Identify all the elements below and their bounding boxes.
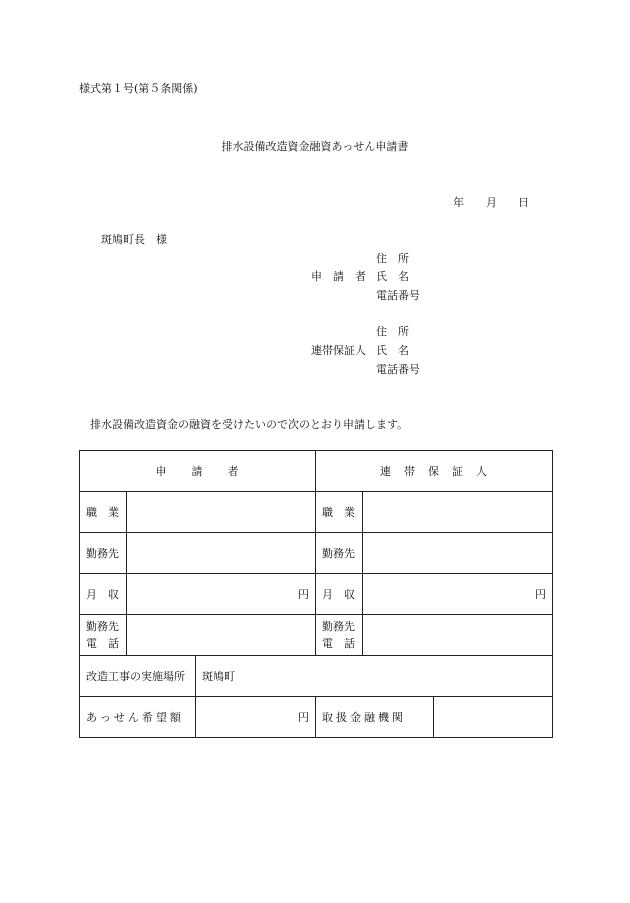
guarantor-workplace-phone-field[interactable] — [363, 615, 553, 656]
table-row — [80, 656, 553, 697]
applicant-income-field[interactable]: 円 — [127, 574, 316, 615]
guarantor-name-label: 氏 名 — [376, 344, 409, 357]
document-title: 排水設備改造資金融資あっせん申請書 — [221, 140, 409, 153]
applicant-phone-label: 電話番号 — [376, 289, 420, 302]
date-day-label: 日 — [518, 196, 529, 209]
guarantor-income-label: 月 収 — [316, 574, 363, 615]
guarantor-occupation-label: 職 業 — [316, 492, 363, 533]
table-row — [80, 615, 553, 656]
form-number: 様式第１号(第５条関係) — [79, 82, 198, 95]
applicant-header: 申 請 者 — [80, 451, 316, 492]
applicant-workplace-field[interactable] — [127, 533, 316, 574]
applicant-name-label: 氏 名 — [376, 270, 409, 283]
table-row — [80, 697, 553, 738]
guarantor-address-label: 住 所 — [376, 325, 409, 338]
applicant-role-label: 申 請 者 — [311, 270, 366, 283]
guarantor-income-field[interactable]: 円 — [363, 574, 553, 615]
applicant-occupation-label: 職 業 — [80, 492, 127, 533]
applicant-income-label: 月 収 — [80, 574, 127, 615]
site-field[interactable]: 斑鳩町 — [196, 656, 553, 697]
institution-field[interactable] — [434, 697, 553, 738]
desired-amount-field[interactable]: 円 — [196, 697, 316, 738]
applicant-occupation-field[interactable] — [127, 492, 316, 533]
date-month-label: 月 — [486, 196, 497, 209]
applicant-workplace-phone-label: 勤務先 電 話 — [80, 615, 127, 656]
guarantor-workplace-label: 勤務先 — [316, 533, 363, 574]
guarantor-phone-label: 電話番号 — [376, 363, 420, 376]
guarantor-role-label: 連帯保証人 — [311, 344, 366, 357]
guarantor-header: 連 帯 保 証 人 — [316, 451, 553, 492]
table-row — [80, 533, 553, 574]
guarantor-occupation-field[interactable] — [363, 492, 553, 533]
guarantor-workplace-phone-label: 勤務先 電 話 — [316, 615, 363, 656]
intro-text: 排水設備改造資金の融資を受けたいので次のとおり申請します。 — [90, 418, 409, 431]
applicant-address-label: 住 所 — [376, 252, 409, 265]
desired-amount-label: あっせん希望額 — [80, 697, 196, 738]
institution-label: 取扱金融機関 — [316, 697, 434, 738]
date-year-label: 年 — [453, 196, 464, 209]
site-label: 改造工事の実施場所 — [80, 656, 196, 697]
applicant-workplace-label: 勤務先 — [80, 533, 127, 574]
addressee: 斑鳩町長 様 — [101, 233, 167, 246]
table-header-row — [80, 451, 553, 492]
table-row — [80, 492, 553, 533]
applicant-workplace-phone-field[interactable] — [127, 615, 316, 656]
guarantor-workplace-field[interactable] — [363, 533, 553, 574]
application-table — [79, 450, 553, 738]
table-row — [80, 574, 553, 615]
